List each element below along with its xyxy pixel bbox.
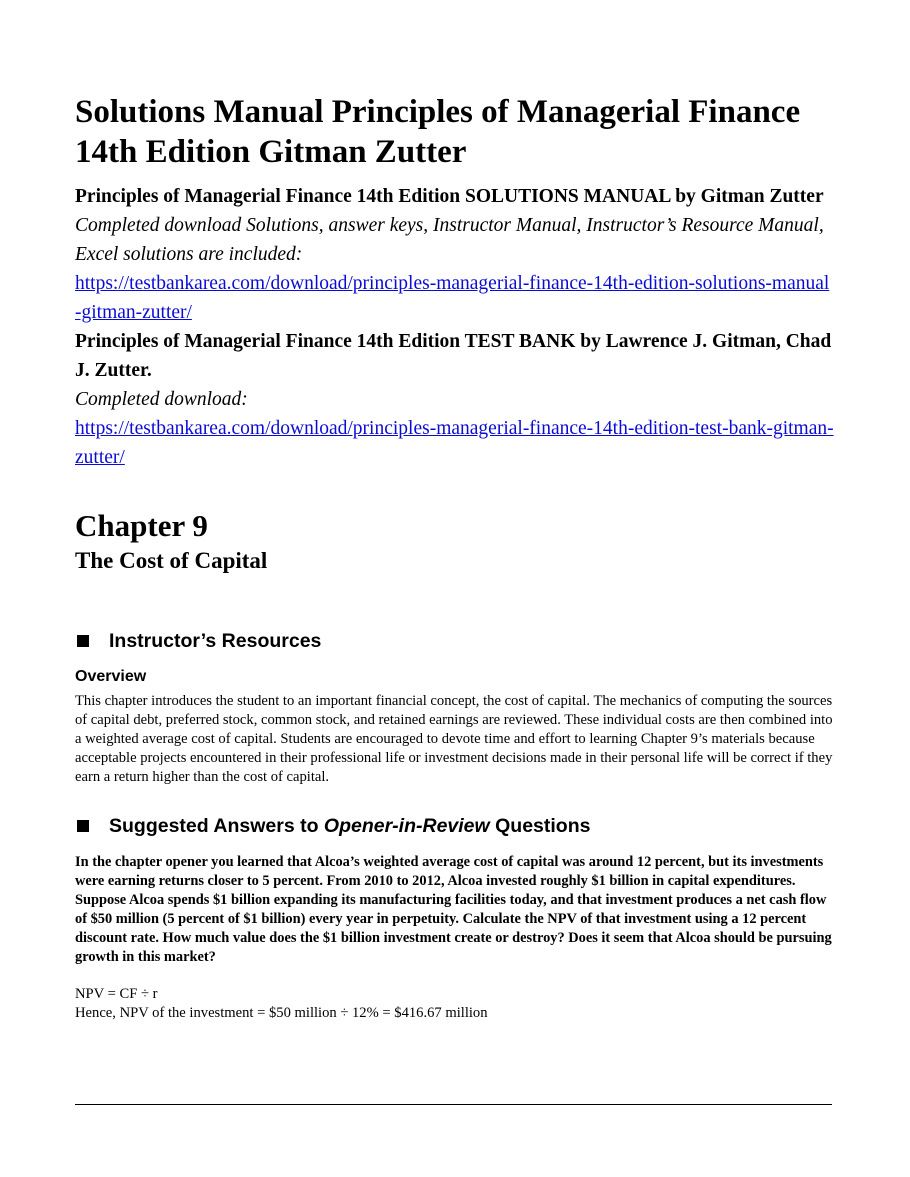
chapter-number: Chapter 9 <box>75 508 208 543</box>
document-title-line-2: 14th Edition Gitman Zutter <box>75 134 467 170</box>
section-heading-instructor-resources <box>75 628 835 654</box>
test-bank-note: Completed download: <box>75 389 248 410</box>
overview-heading: Overview <box>75 668 147 685</box>
square-bullet-icon <box>77 635 89 647</box>
solutions-manual-note: Completed download Solutions, answer keys, Instructor Manual, Instructor’s Resource Manual, Excel solutions are included: <box>75 215 824 265</box>
section-heading-italic: Opener-in-Review <box>323 815 490 837</box>
npv-calculation: Hence, NPV of the investment = $50 million ÷ 12% = $416.67 million <box>75 1005 488 1021</box>
solutions-manual-link[interactable]: https://testbankarea.com/download/principles-managerial-finance-14th-edition-solutions-manual-gitman-zutter/ <box>75 273 830 323</box>
section-heading-label: Instructor’s Resources <box>109 630 322 652</box>
document-title <box>75 92 835 172</box>
npv-formula: NPV = CF ÷ r <box>75 986 158 1002</box>
section-heading-prefix: Suggested Answers to <box>109 815 324 837</box>
footer-divider <box>75 1104 832 1105</box>
chapter-title: The Cost of Capital <box>75 548 268 573</box>
opener-question: In the chapter opener you learned that Alcoa’s weighted average cost of capital was around 12 percent, but its investments were earning returns closer to 5 percent. From 2010 to 2012, Alcoa invested roughly $1 billion in capital expenditures. Suppose Alcoa spends $1 billion expanding its manufacturing facilities today, and that investment produces a net cash flow of $50 million (5 percent of $1 billion) every year in perpetuity. Calculate the NPV of that investment using a 12 percent discount rate. How much value does the $1 billion investment create or destroy? Does it seem that Alcoa should be pursuing growth in this market? <box>75 854 832 965</box>
document-title-line-1: Solutions Manual Principles of Managerial Finance <box>75 94 801 130</box>
solutions-manual-heading: Principles of Managerial Finance 14th Edition SOLUTIONS MANUAL by Gitman Zutter <box>75 186 824 207</box>
square-bullet-icon <box>77 820 89 832</box>
test-bank-link[interactable]: https://testbankarea.com/download/principles-managerial-finance-14th-edition-test-bank-gitman-zutter/ <box>75 418 834 468</box>
answer-block <box>75 985 835 1023</box>
section-heading-suffix: Questions <box>489 815 591 837</box>
section-heading-suggested-answers <box>75 813 835 839</box>
page-content <box>75 92 835 1023</box>
test-bank-heading: Principles of Managerial Finance 14th Edition TEST BANK by Lawrence J. Gitman, Chad J. Zutter. <box>75 331 832 381</box>
overview-paragraph: This chapter introduces the student to an important financial concept, the cost of capital. The mechanics of computing the sources of capital debt, preferred stock, common stock, and retained earnings are reviewed. These individual costs are then combined into a weighted average cost of capital. Students are encouraged to devote time and effort to learning Chapter 9’s materials because acceptable projects encountered in their professional life or investment decisions made in their personal life will be correct if they earn a return higher than the cost of capital. <box>75 693 833 785</box>
